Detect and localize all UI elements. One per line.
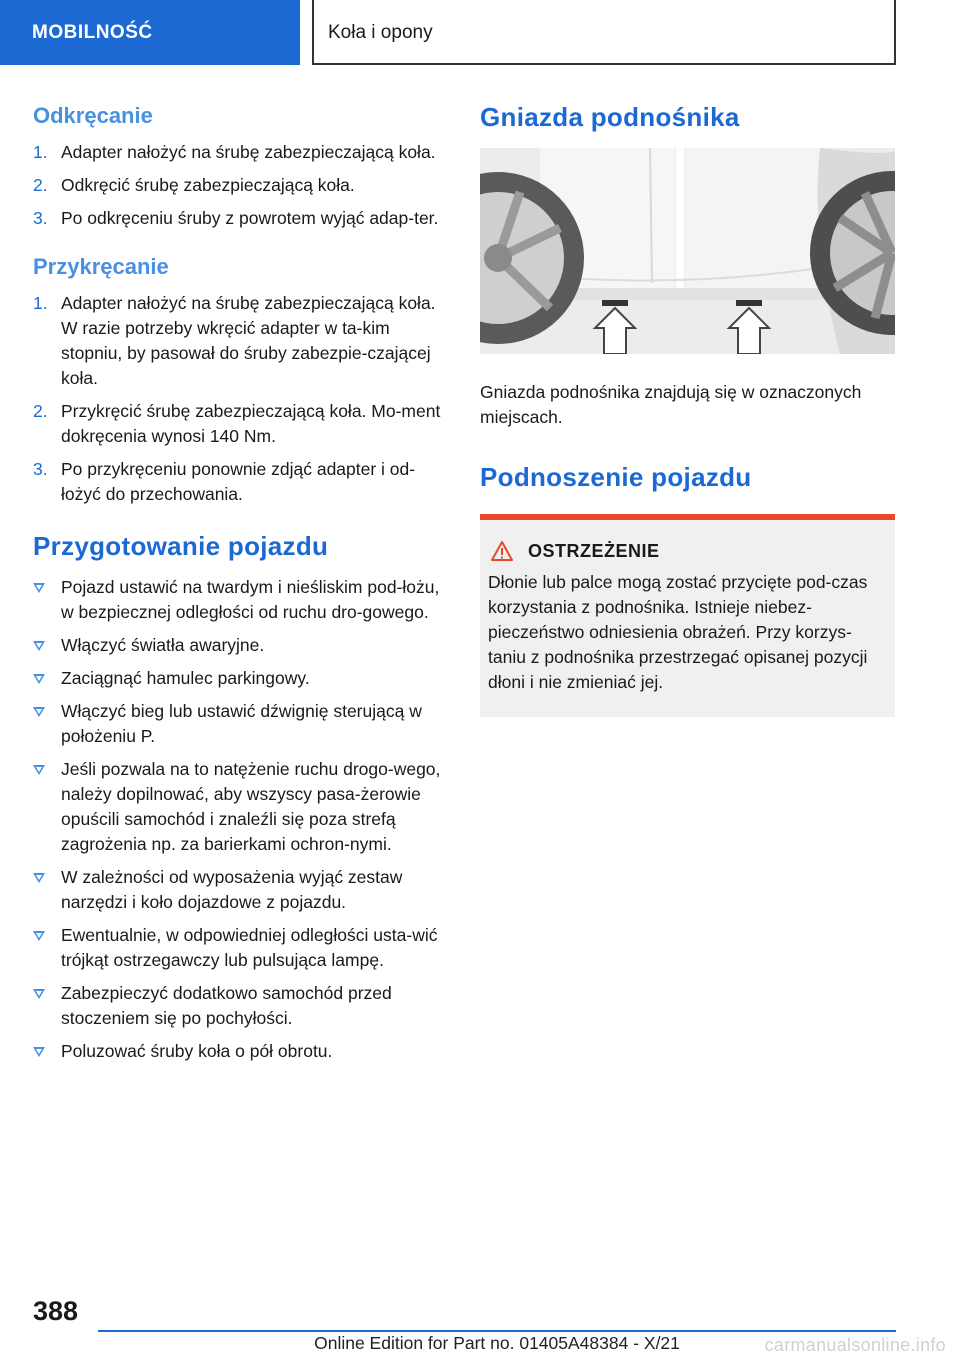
bullet-text: Włączyć światła awaryjne. [61, 635, 265, 655]
triangle-bullet-icon [33, 707, 45, 717]
warning-triangle-icon [490, 540, 514, 562]
step-text: Przykręcić śrubę zabezpieczającą koła. Mo-ment dokręcenia wynosi 140 Nm. [61, 401, 441, 446]
step-text: Adapter nałożyć na śrubę zabezpieczającą koła. [61, 142, 436, 162]
list-item [33, 206, 448, 231]
step-text: Po przykręceniu ponownie zdjąć adapter i od-łożyć do przechowania. [61, 459, 416, 504]
step-text: Adapter nałożyć na śrubę zabezpieczającą koła. W razie potrzeby wkręcić adapter w ta-kim stopniu, by pasował do śruby zabezpie-czającej koła. [61, 293, 436, 388]
step-number: 2. [33, 401, 48, 421]
list-item [33, 1039, 448, 1064]
list-item [33, 699, 448, 749]
list-item [33, 757, 448, 857]
triangle-bullet-icon [33, 931, 45, 941]
step-number: 1. [33, 293, 48, 313]
footer-divider [98, 1330, 896, 1332]
section-tab: MOBILNOŚĆ [0, 0, 300, 65]
step-number: 1. [33, 142, 48, 162]
list-item [33, 291, 448, 391]
warning-box [480, 514, 895, 717]
step-number: 3. [33, 208, 48, 228]
bullet-text: Zaciągnąć hamulec parkingowy. [61, 668, 310, 688]
footer-edition: Online Edition for Part no. 01405A48384 - X/21 [314, 1333, 680, 1353]
triangle-bullet-icon [33, 583, 45, 593]
step-number: 2. [33, 175, 48, 195]
steps-przykrecanie [33, 291, 448, 507]
list-item [33, 399, 448, 449]
list-item [33, 865, 448, 915]
right-column [480, 100, 895, 717]
triangle-bullet-icon [33, 641, 45, 651]
jack-points-figure [480, 148, 895, 354]
list-item [33, 981, 448, 1031]
bullet-text: Poluzować śruby koła o pół obrotu. [61, 1041, 333, 1061]
list-item [33, 140, 448, 165]
bullet-text: W zależności od wyposażenia wyjąć zestaw narzędzi i koło dojazdowe z pojazdu. [61, 867, 403, 912]
list-item [33, 923, 448, 973]
heading-odkrecanie: Odkręcanie [33, 103, 153, 128]
car-side-jack-points-illustration [480, 148, 895, 354]
bullet-text: Pojazd ustawić na twardym i nieśliskim pod-łożu, w bezpiecznej odległości od ruchu dro-gowego. [61, 577, 440, 622]
bullet-text: Zabezpieczyć dodatkowo samochód przed stoczeniem się po pochyłości. [61, 983, 392, 1028]
bullet-text: Jeśli pozwala na to natężenie ruchu drogo-wego, należy dopilnować, aby wszyscy pasa-żerowie opuścili samochód i znaleźli się poza strefą zagrożenia np. za barierkami ochron-nymi. [61, 759, 441, 854]
heading-przygotowanie: Przygotowanie pojazdu [33, 531, 329, 561]
left-column [33, 102, 448, 1072]
list-item [33, 575, 448, 625]
heading-przykrecanie: Przykręcanie [33, 254, 169, 279]
bullet-text: Włączyć bieg lub ustawić dźwignię sterującą w położeniu P. [61, 701, 422, 746]
triangle-bullet-icon [33, 989, 45, 999]
page-number: 388 [33, 1296, 79, 1326]
bullets-przygotowanie [33, 575, 448, 1064]
heading-gniazda: Gniazda podnośnika [480, 102, 740, 132]
warning-header [488, 540, 887, 562]
bullet-text: Ewentualnie, w odpowiedniej odległości usta-wić trójkąt ostrzegawczy lub pulsująca lampę. [61, 925, 438, 970]
step-text: Po odkręceniu śruby z powrotem wyjąć adap-ter. [61, 208, 439, 228]
triangle-bullet-icon [33, 765, 45, 775]
triangle-bullet-icon [33, 1047, 45, 1057]
steps-odkrecanie [33, 140, 448, 231]
step-text: Odkręcić śrubę zabezpieczającą koła. [61, 175, 355, 195]
triangle-bullet-icon [33, 674, 45, 684]
watermark: carmanualsonline.info [764, 1335, 946, 1355]
heading-podnoszenie: Podnoszenie pojazdu [480, 462, 752, 492]
list-item [33, 173, 448, 198]
warning-text: Dłonie lub palce mogą zostać przycięte pod-czas korzystania z podnośnika. Istnieje niebez-pieczeństwo odniesienia obrażeń. Przy korzys-taniu z podnośnika przestrzegać opisanej pozycji dłoni i nie zmieniać jej. [488, 572, 868, 692]
chapter-title: Koła i opony [312, 0, 896, 65]
list-item [33, 666, 448, 691]
triangle-bullet-icon [33, 873, 45, 883]
warning-title: OSTRZEŻENIE [528, 540, 660, 561]
list-item [33, 633, 448, 658]
figure-caption: Gniazda podnośnika znajdują się w oznaczonych miejscach. [480, 382, 862, 427]
list-item [33, 457, 448, 507]
step-number: 3. [33, 459, 48, 479]
